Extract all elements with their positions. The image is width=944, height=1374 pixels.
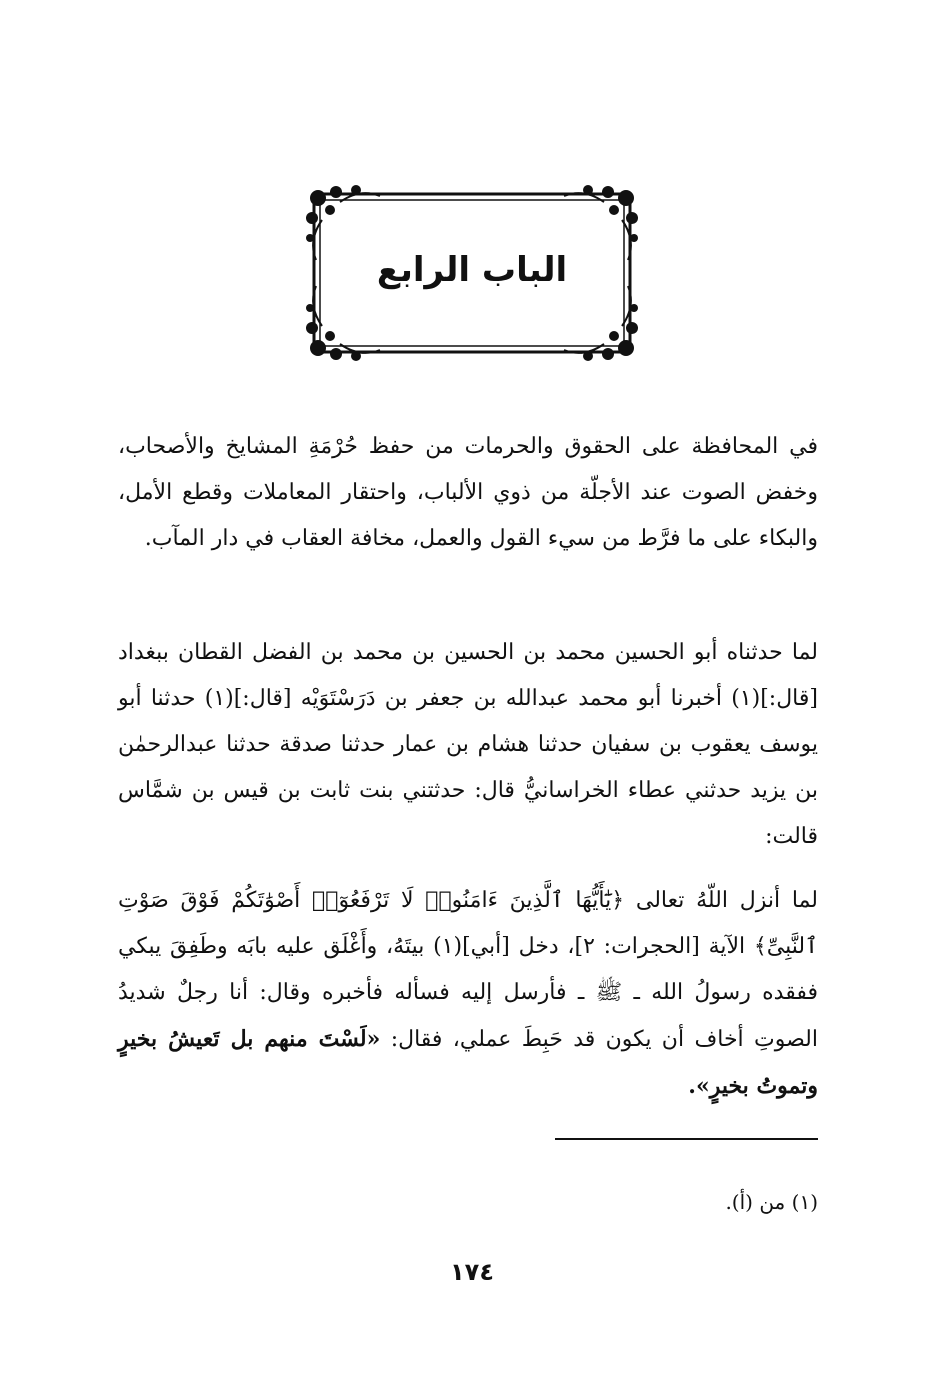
prophet-quote: «لَسْتَ منهم بل تَعيشُ بخيرٍ وتموتُ بخيرٍ». — [118, 1026, 818, 1099]
chapter-title: الباب الرابع — [376, 250, 568, 290]
intro-text: في المحافظة على الحقوق والحرمات من حفظ حُرْمَةِ المشايخ والأصحاب، وخفض الصوت عند الأجلّة من ذوي الألباب، واحتقار المعاملات وقطع الأمل، والبكاء على ما فرَّط من سيء القول والعمل، مخافة العقاب في دار المآب. — [118, 434, 818, 551]
page-number: ١٧٤ — [450, 1258, 494, 1286]
story-paragraph — [118, 878, 818, 1110]
isnad-paragraph — [118, 630, 818, 860]
intro-paragraph — [118, 424, 818, 562]
chapter-header-frame — [300, 180, 644, 366]
footnote-separator — [555, 1138, 818, 1140]
story-text: لما أنزل اللّهُ تعالى ﴿يَٰٓأَيُّهَا ٱلَّذِينَ ءَامَنُوا۟ لَا تَرْفَعُوٓا۟ أَصْوَٰتَكُمْ فَوْقَ صَوْتِ ٱلنَّبِىِّ﴾ الآية [الحجرات: ٢]، دخل [أبي](١) بيتَهُ، وأَغْلَق عليه بابَه وطَفِقَ يبكي ففقده رسولُ الله ـ ﷺ ـ فأرسل إليه فسأله فأخبره وقال: أنا رجلٌ شديدُ الصوتِ أخاف أن يكون قد حَبِطَ عملي، فقال: — [118, 888, 818, 1052]
isnad-text: لما حدثناه أبو الحسين محمد بن الحسين بن محمد بن الفضل القطان ببغداد [قال:](١) أخبرنا أبو محمد عبدالله بن جعفر بن دَرَسْتَوَيْه [قال:](١) حدثنا أبو يوسف يعقوب بن سفيان حدثنا هشام بن عمار حدثنا صدقة حدثنا عبدالرحمٰن بن يزيد حدثني عطاء الخراسانيُّ قال: حدثتني بنت ثابت بن قيس بن شمَّاس قالت: — [118, 640, 818, 849]
footnote: (١) من (أ). — [725, 1190, 818, 1214]
story-container — [118, 878, 818, 1110]
